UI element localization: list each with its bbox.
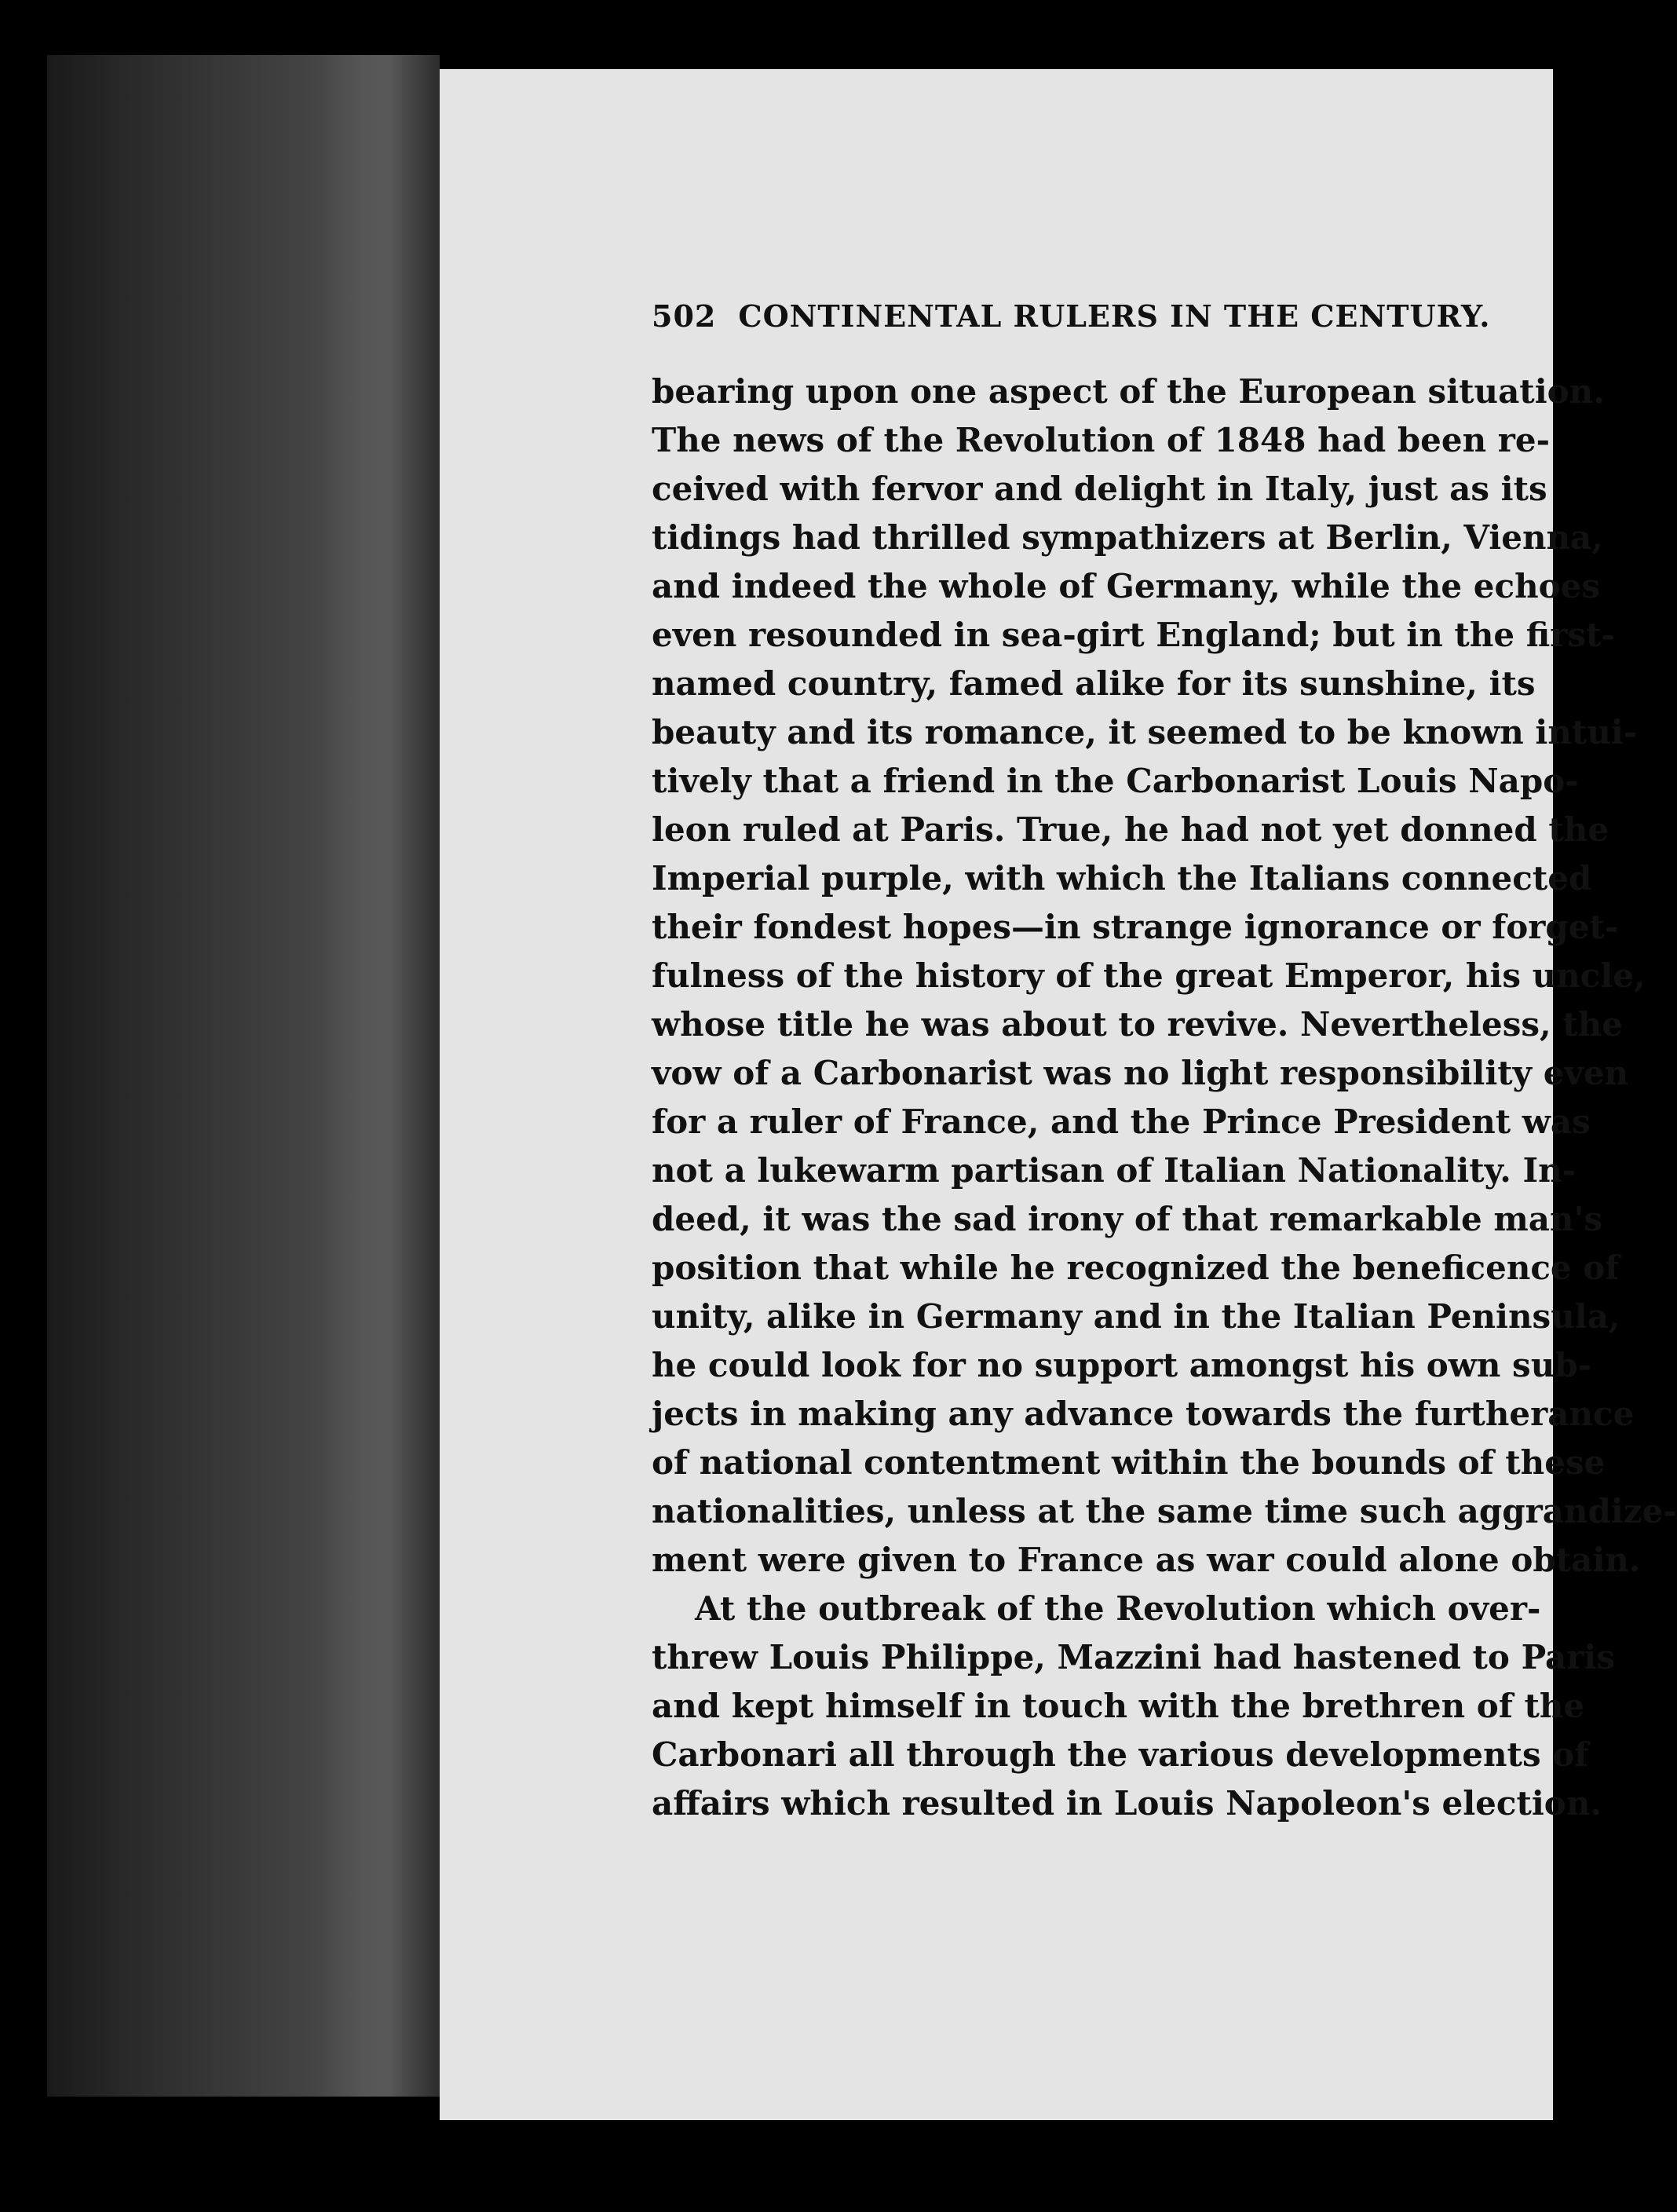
text-line: tively that a friend in the Carbonarist Louis Napo- [652, 762, 1579, 800]
text-line: whose title he was about to revive. Nevertheless, the [652, 1005, 1623, 1044]
text-line: Imperial purple, with which the Italians connected [652, 859, 1592, 898]
text-line: of national contentment within the bounds of these [652, 1443, 1606, 1482]
text-line: he could look for no support amongst his own sub- [652, 1346, 1592, 1384]
text-line: fulness of the history of the great Emperor, his uncle, [652, 956, 1646, 995]
text-line: vow of a Carbonarist was no light responsibility even [652, 1054, 1629, 1092]
text-line: affairs which resulted in Louis Napoleon's election. [652, 1784, 1602, 1823]
text-line: position that while he recognized the beneficence of [652, 1249, 1620, 1287]
binding-shadow [314, 55, 440, 2097]
paragraph-start-line: At the outbreak of the Revolution which over- [695, 1589, 1541, 1628]
text-line: tidings had thrilled sympathizers at Berlin, Vienna, [652, 518, 1603, 557]
text-line: ment were given to France as war could alone obtain. [652, 1541, 1641, 1579]
text-line: bearing upon one aspect of the European situation. [652, 372, 1605, 411]
text-line: nationalities, unless at the same time such aggrandize- [652, 1492, 1677, 1530]
text-line: named country, famed alike for its sunshine, its [652, 664, 1536, 703]
text-line: ceived with fervor and delight in Italy, just as its [652, 470, 1547, 508]
text-line: and kept himself in touch with the brethren of the [652, 1687, 1585, 1725]
text-line: leon ruled at Paris. True, he had not yet donned the [652, 810, 1609, 849]
text-line: even resounded in sea-girt England; but in the first- [652, 616, 1615, 654]
text-line: for a ruler of France, and the Prince President was [652, 1102, 1591, 1141]
text-line: not a lukewarm partisan of Italian Nationality. In- [652, 1151, 1577, 1190]
text-line: their fondest hopes—in strange ignorance or forget- [652, 908, 1619, 946]
text-line: unity, alike in Germany and in the Italian Peninsula, [652, 1297, 1620, 1336]
text-line: beauty and its romance, it seemed to be known intui- [652, 713, 1638, 751]
page-number: 502 [652, 298, 717, 334]
body-text [652, 367, 1677, 1828]
text-line: Carbonari all through the various developments of [652, 1735, 1589, 1774]
text-line: threw Louis Philippe, Mazzini had hastened to Paris [652, 1638, 1615, 1676]
running-title: CONTINENTAL RULERS IN THE CENTURY. [738, 298, 1491, 334]
text-line: and indeed the whole of Germany, while the echoes [652, 567, 1600, 605]
page-text-block [652, 298, 1677, 1828]
text-line: jects in making any advance towards the furtherance [652, 1395, 1635, 1433]
text-line: deed, it was the sad irony of that remarkable man's [652, 1200, 1603, 1238]
text-line: The news of the Revolution of 1848 had been re- [652, 421, 1551, 459]
running-header [652, 298, 1523, 336]
